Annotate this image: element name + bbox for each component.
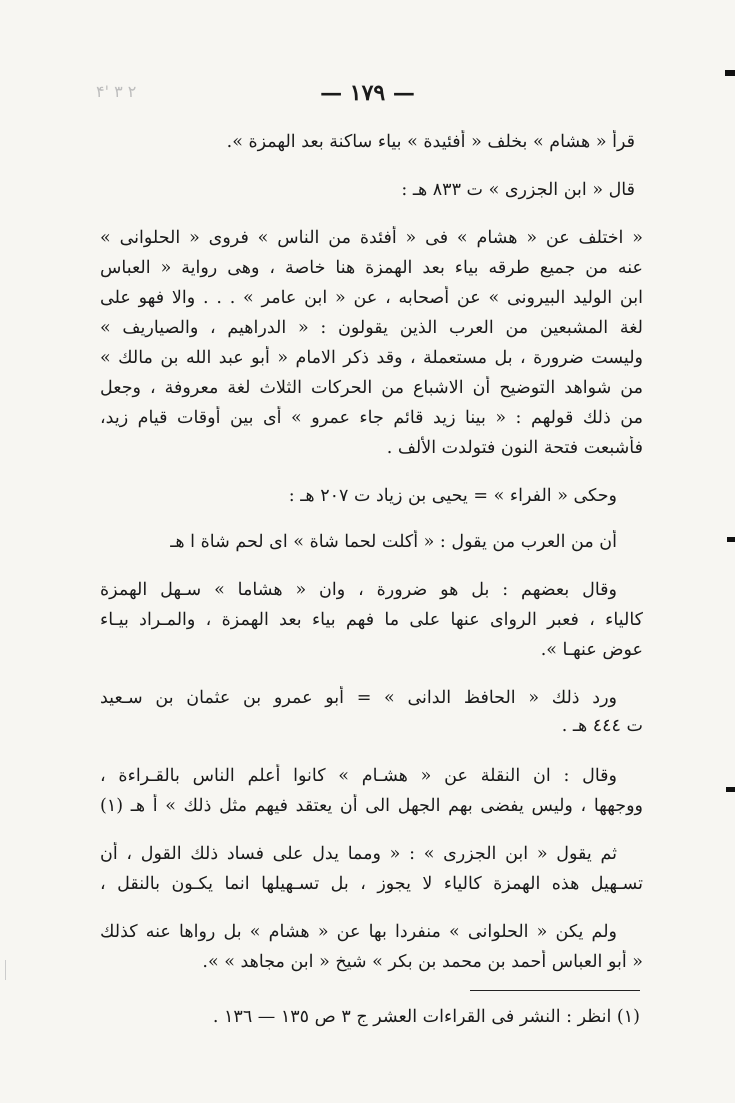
text-line: فأشبعت فتحة النون فتولدت الألف .: [386, 438, 643, 458]
text-line: وحكى « الفراء » = يحيى بن زياد ت ٢٠٧ هـ :: [288, 486, 617, 506]
scan-edge-mark: [5, 960, 6, 980]
text-line: قال « ابن الجزرى » ت ٨٣٣ هـ :: [401, 180, 635, 200]
text-line: وقال بعضهم : بل هو ضرورة ، وان « هشاما » سـهل الهمزة: [100, 580, 617, 600]
scan-edge-mark: [727, 537, 735, 542]
footnote: (١) انظر : النشر فى القراءات العشر ج ٣ ص ١٣٥ — ١٣٦ .: [212, 1007, 640, 1027]
text-line: لغة المشبعين من العرب الذين يقولون : « الدراهيم ، والصياريف »: [100, 318, 643, 338]
text-line: تسـهيل هذه الهمزة كالياء لا يجوز ، بل تسـهيلها انما يكـون بالنقل ،: [100, 874, 643, 894]
text-line: ووجهها ، وليس يفضى بهم الجهل الى أن يعتقد فيهم مثل ذلك » أ هـ (١): [100, 796, 643, 816]
text-line: وليست ضرورة ، بل مستعملة ، وقد ذكر الامام « أبو عبد الله بن مالك »: [100, 348, 643, 368]
text-line: ت ٤٤٤ هـ .: [561, 716, 643, 736]
text-line: « أبو العباس أحمد بن محمد بن بكر » شيخ « ابن مجاهد » ».: [202, 952, 643, 972]
text-line: من ذلك قولهم : « بينا زيد قائم جاء عمرو » أى بين أوقات قيام زيد،: [100, 408, 643, 428]
page-number: — ١٧٩ —: [320, 80, 415, 106]
text-line: أن من العرب من يقول : « أكلت لحما شاة » اى لحم شاة ا هـ: [170, 532, 617, 552]
text-line: ابن الوليد البيرونى » عن أصحابه ، عن « ابن عامر » . . . والا فهو على: [100, 288, 643, 308]
text-line: من شواهد التوضيح أن الاشباع من الحركات الثلاث لغة معروفة ، وجعل: [100, 378, 643, 398]
text-line: كالياء ، فعبر الرواى عنها على ما فهم بياء بعد الهمزة ، والمـراد بيـاء: [100, 610, 643, 630]
text-line: ورد ذلك « الحافظ الدانى » = أبو عمرو بن عثمان بن سـعيد: [100, 688, 617, 708]
text-line: عوض عنهـا ».: [540, 640, 643, 660]
text-line: وقال : ان النقلة عن « هشـام » كانوا أعلم الناس بالقـراءة ،: [100, 766, 617, 786]
text-line: ثم يقول « ابن الجزرى » : « ومما يدل على فساد ذلك القول ، أن: [100, 844, 617, 864]
text-line: ولم يكن « الحلوانى » منفردا بها عن « هشام » بل رواها عنه كذلك: [100, 922, 617, 942]
text-line: عنه من جميع طرقه بياء بعد الهمزة هنا خاصة ، وهى رواية « العباس: [100, 258, 643, 278]
scan-edge-mark: [726, 787, 735, 792]
text-line: « اختلف عن « هشام » فى « أفئدة من الناس » فروى « الحلوانى »: [100, 228, 643, 248]
text-line: قرأ « هشام » بخلف « أفئيدة » بياء ساكنة بعد الهمزة ».: [226, 132, 635, 152]
bleed-through-mark: ۴' ۳ ۲: [96, 82, 137, 101]
footnote-divider: [470, 990, 640, 991]
scan-edge-mark: [725, 70, 735, 76]
